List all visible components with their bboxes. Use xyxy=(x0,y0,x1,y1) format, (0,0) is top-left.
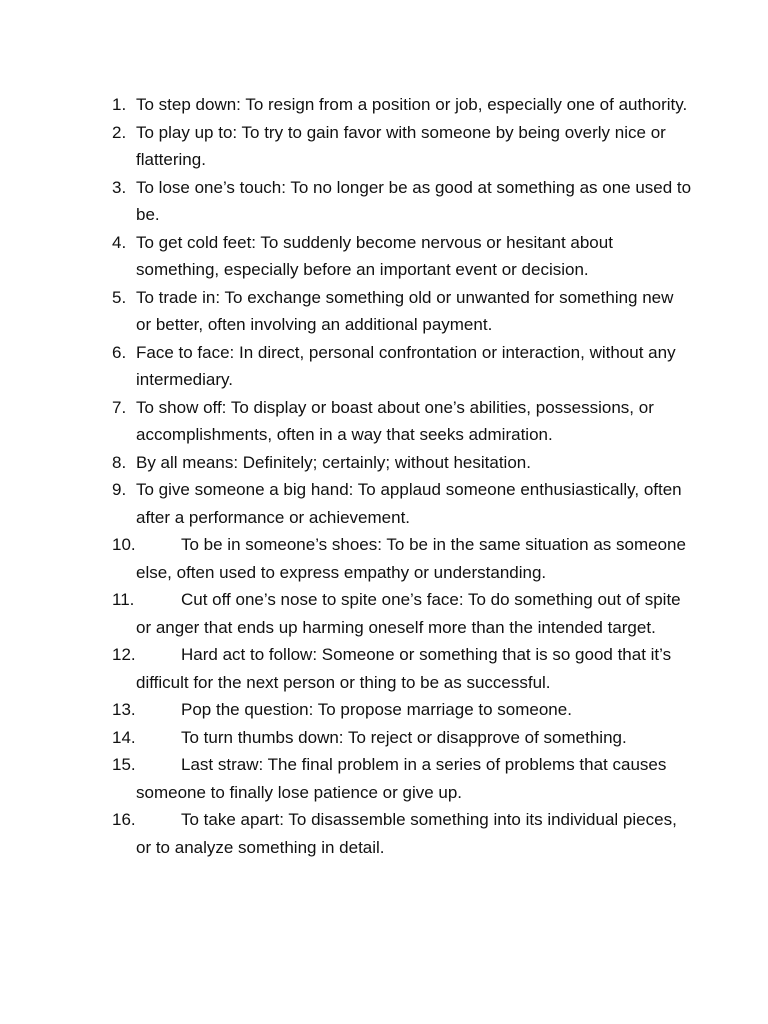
list-number: 4. xyxy=(112,232,127,252)
list-item xyxy=(112,284,692,339)
list-item-text: To play up to: To try to gain favor with someone by being overly nice or flattering. xyxy=(136,122,666,169)
list-item xyxy=(112,641,692,696)
list-number: 5. xyxy=(112,287,127,307)
list-item-text: To be in someone’s shoes: To be in the same situation as someone else, often used to express empathy or understanding. xyxy=(136,535,686,582)
list-number: 2. xyxy=(112,122,127,142)
list-number: 11. xyxy=(112,590,135,609)
list-item xyxy=(112,751,692,806)
list-number: 7. xyxy=(112,397,127,417)
list-item-text: To lose one’s touch: To no longer be as good at something as one used to be. xyxy=(136,177,692,224)
list-item xyxy=(112,339,692,394)
list-item-text: Last straw: The final problem in a series of problems that causes someone to finally lose patience or give up. xyxy=(136,755,667,802)
list-item-text: Hard act to follow: Someone or something that is so good that it’s difficult for the next person or thing to be as successful. xyxy=(136,645,672,692)
list-item-text: Pop the question: To propose marriage to someone. xyxy=(181,700,572,719)
list-item xyxy=(112,394,692,449)
list-number: 1. xyxy=(112,95,127,114)
list-item xyxy=(112,531,692,586)
list-number: 6. xyxy=(112,342,127,362)
list-number: 10. xyxy=(112,535,136,554)
idiom-list xyxy=(112,91,692,861)
list-number: 9. xyxy=(112,480,127,499)
list-item xyxy=(112,476,692,531)
list-item-text: To step down: To resign from a position or job, especially one of authority. xyxy=(136,95,688,114)
list-number: 15. xyxy=(112,755,136,774)
list-number: 16. xyxy=(112,810,136,829)
list-item xyxy=(112,806,692,861)
list-item-text: To get cold feet: To suddenly become nervous or hesitant about something, especially before an important event or decision. xyxy=(136,232,613,279)
list-item-text: Cut off one’s nose to spite one’s face: To do something out of spite or anger that ends up harming oneself more than the intended target. xyxy=(136,590,681,637)
list-number: 8. xyxy=(112,452,127,472)
list-item-text: By all means: Definitely; certainly; without hesitation. xyxy=(136,452,531,472)
list-item xyxy=(112,449,692,477)
list-item-text: To turn thumbs down: To reject or disapprove of something. xyxy=(181,727,627,747)
list-item xyxy=(112,119,692,174)
list-item-text: To take apart: To disassemble something into its individual pieces, or to analyze something in detail. xyxy=(136,810,677,857)
list-number: 3. xyxy=(112,177,127,197)
list-item xyxy=(112,696,692,724)
list-item xyxy=(112,229,692,284)
list-item xyxy=(112,586,692,641)
list-number: 12. xyxy=(112,645,136,664)
list-item-text: Face to face: In direct, personal confrontation or interaction, without any intermediary. xyxy=(136,342,676,389)
list-item xyxy=(112,724,692,752)
list-number: 14. xyxy=(112,727,136,747)
list-item-text: To show off: To display or boast about one’s abilities, possessions, or accomplishments, often in a way that seeks admiration. xyxy=(136,397,654,444)
list-item-text: To trade in: To exchange something old or unwanted for something new or better, often involving an additional payment. xyxy=(136,287,674,334)
list-item xyxy=(112,91,692,119)
list-item-text: To give someone a big hand: To applaud someone enthusiastically, often after a performance or achievement. xyxy=(136,480,682,527)
list-item xyxy=(112,174,692,229)
list-number: 13. xyxy=(112,700,136,719)
